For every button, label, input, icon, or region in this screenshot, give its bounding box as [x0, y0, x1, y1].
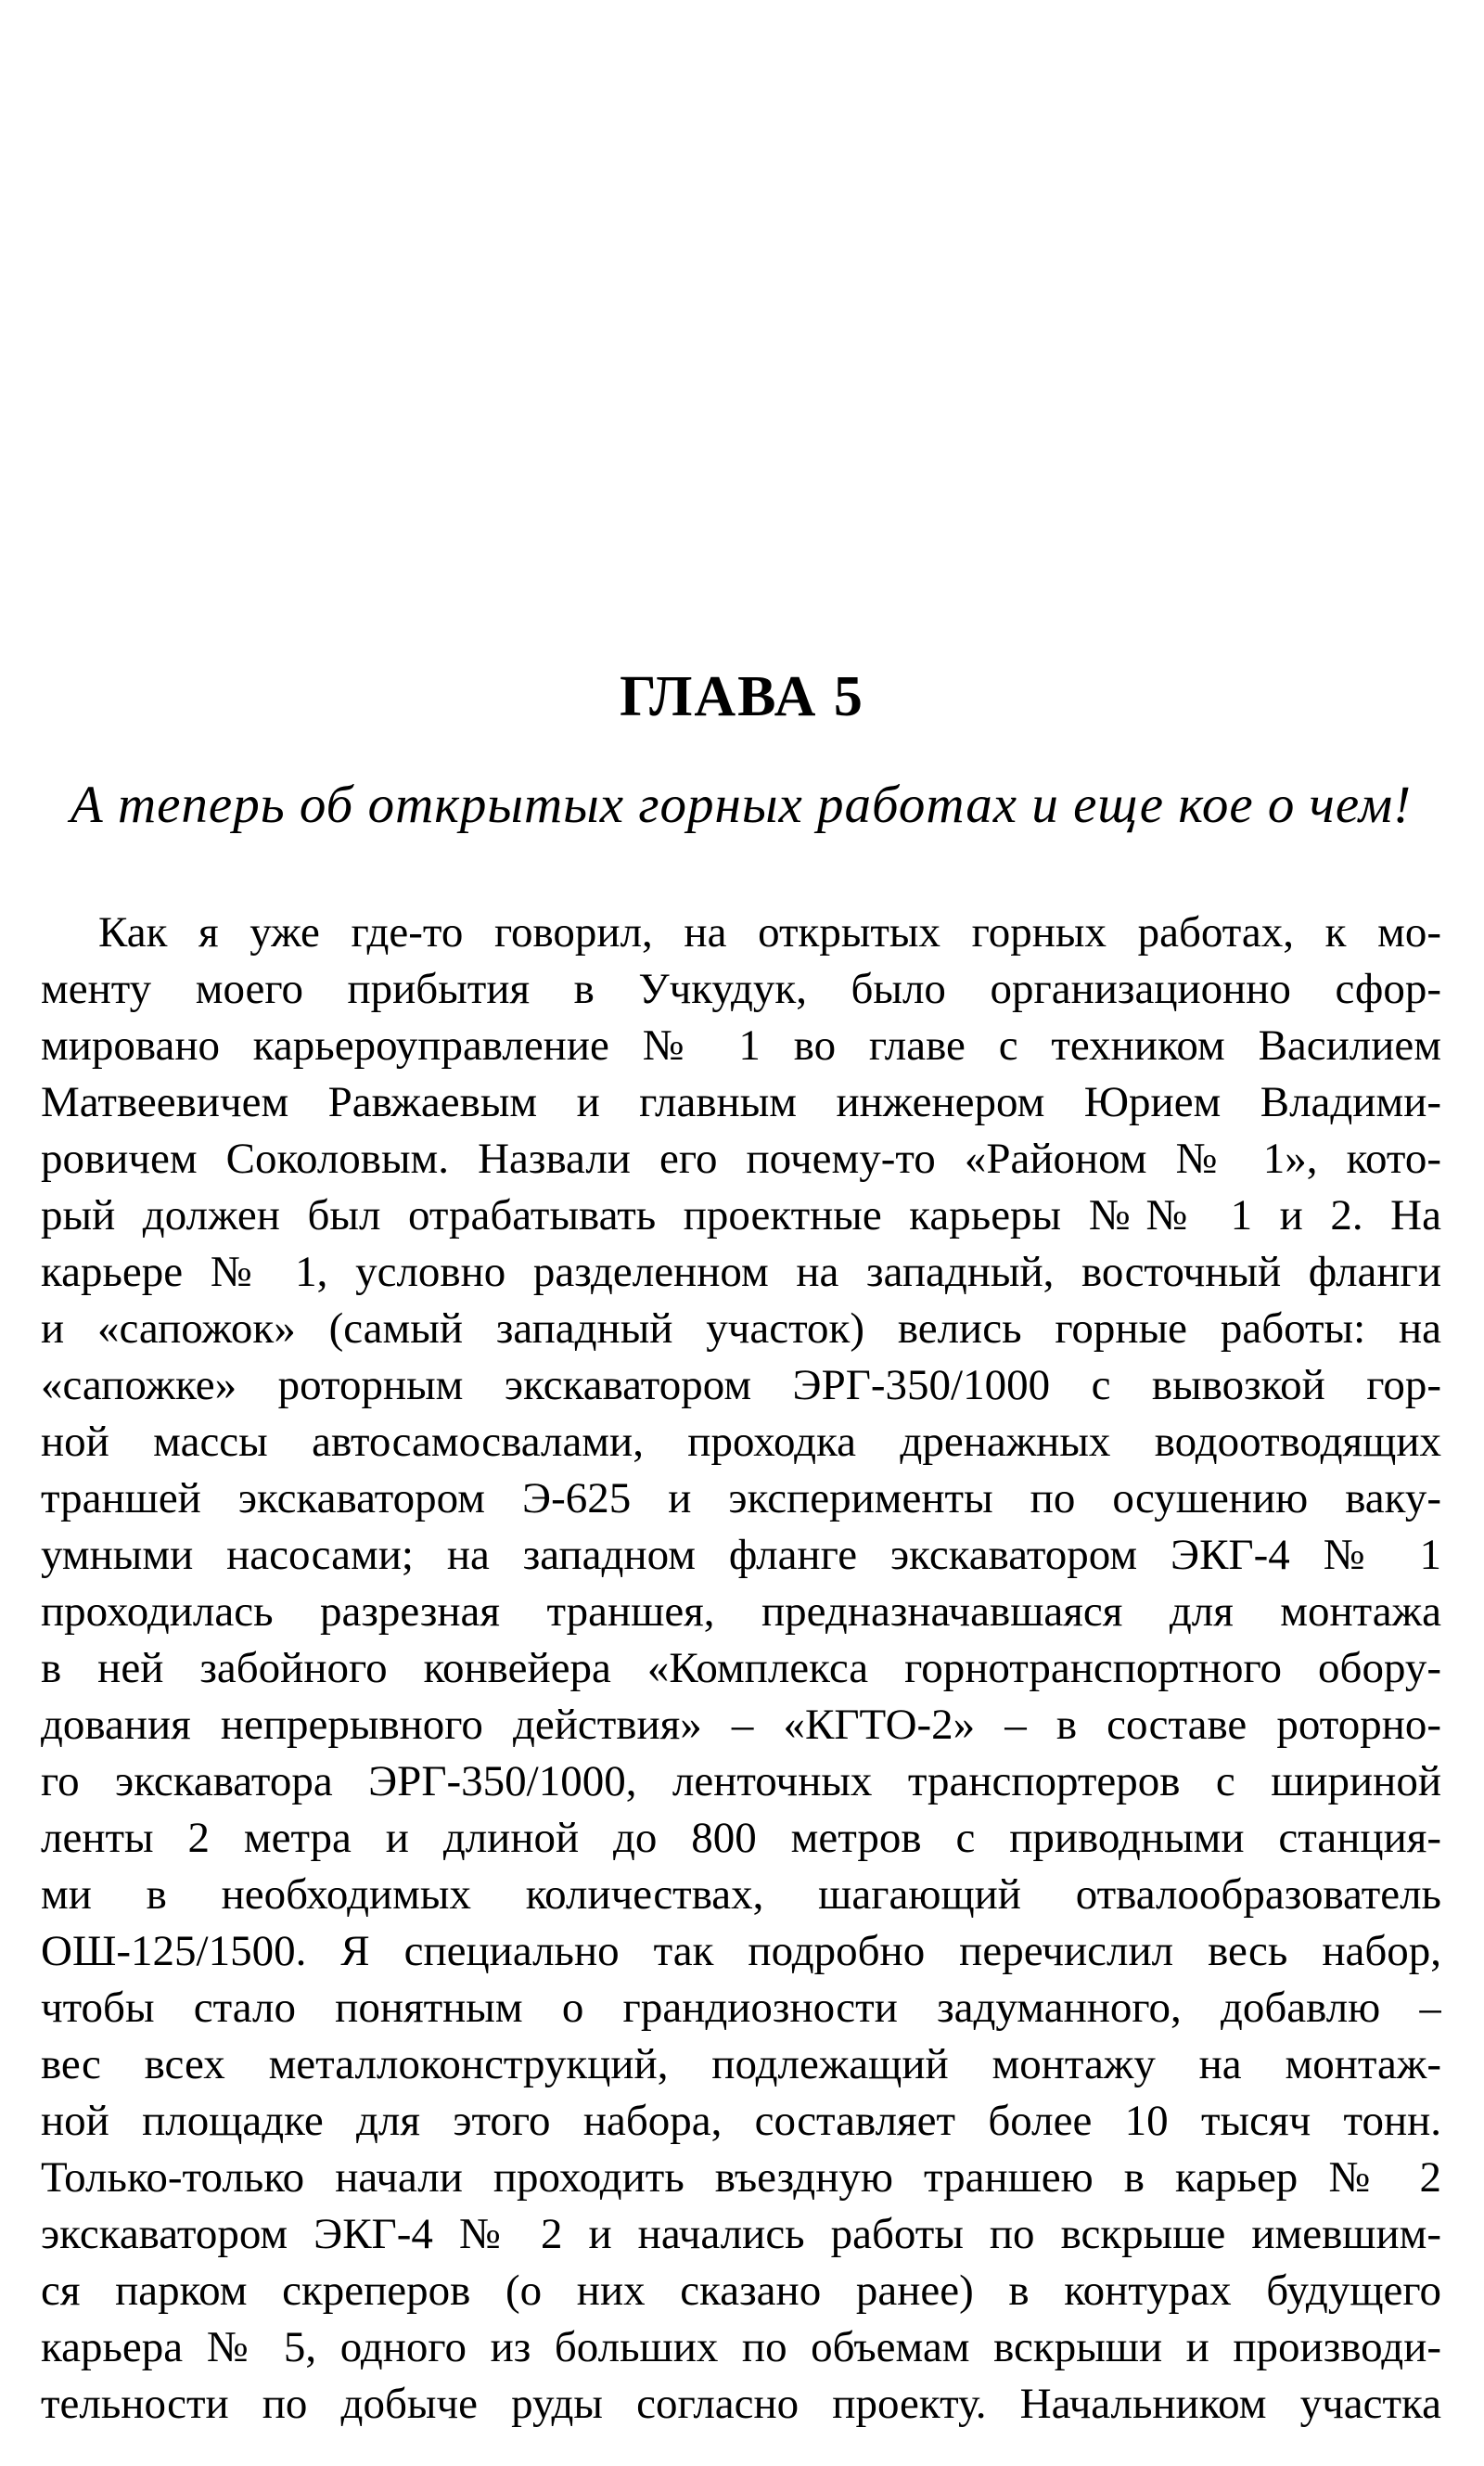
body-line: траншей экскаватором Э-625 и эксперименты по осушению ваку- — [41, 1474, 1441, 1522]
body-line: Матвеевичем Равжаевым и главным инженером Юрием Владими- — [41, 1078, 1441, 1126]
body-line: тельности по добыче руды согласно проекту. Начальником участка — [41, 2380, 1441, 2428]
body-line: карьере № 1, условно разделенном на западный, восточный фланги — [41, 1248, 1441, 1296]
body-line: мировано карьероуправление № 1 во главе с техником Василием — [41, 1021, 1441, 1070]
body-line: ся парком скреперов (о них сказано ранее) в контурах будущего — [41, 2267, 1441, 2315]
body-line: менту моего прибытия в Учкудук, было организационно сфор- — [41, 965, 1441, 1013]
chapter-subtitle: А теперь об открытых горных работах и еще кое о чем! — [70, 776, 1413, 834]
body-line: карьера № 5, одного из больших по объемам вскрыши и производи- — [41, 2323, 1441, 2371]
body-line: ми в необходимых количествах, шагающий отвалообразователь — [41, 1870, 1441, 1919]
chapter-heading: ГЛАВА 5 — [620, 665, 864, 728]
body-line: вес всех металлоконструкций, подлежащий монтажу на монтаж- — [41, 2040, 1441, 2088]
body-line: умными насосами; на западном фланге экскаватором ЭКГ-4 № 1 — [41, 1531, 1441, 1579]
body-line: ОШ-125/1500. Я специально так подробно перечислил весь набор, — [41, 1927, 1441, 1975]
body-line: дования непрерывного действия» – «КГТО-2» – в составе роторно- — [41, 1701, 1441, 1749]
body-line: ровичем Соколовым. Назвали его почему-то «Районом № 1», кото- — [41, 1135, 1441, 1183]
body-line: в ней забойного конвейера «Комплекса горнотранспортного обору- — [41, 1644, 1441, 1692]
body-line: ной площадке для этого набора, составляет более 10 тысяч тонн. — [41, 2097, 1441, 2145]
body-line: Только-только начали проходить въездную траншею в карьер № 2 — [41, 2153, 1441, 2202]
body-line: чтобы стало понятным о грандиозности задуманного, добавлю – — [41, 1984, 1441, 2032]
body-line: «сапожке» роторным экскаватором ЭРГ-350/1000 с вывозкой гор- — [41, 1361, 1441, 1409]
body-line: рый должен был отрабатывать проектные карьеры №№ 1 и 2. На — [41, 1191, 1441, 1239]
body-line: го экскаватора ЭРГ-350/1000, ленточных транспортеров с шириной — [41, 1757, 1441, 1805]
body-line: и «сапожок» (самый западный участок) велись горные работы: на — [41, 1304, 1441, 1353]
body-text — [41, 905, 1441, 2433]
body-line: экскаватором ЭКГ-4 № 2 и начались работы по вскрыше имевшим- — [41, 2210, 1441, 2258]
body-line: ной массы автосамосвалами, проходка дренажных водоотводящих — [41, 1418, 1441, 1466]
body-line: ленты 2 метра и длиной до 800 метров с приводными станция- — [41, 1814, 1441, 1862]
body-line: проходилась разрезная траншея, предназначавшаяся для монтажа — [41, 1587, 1441, 1636]
body-line: Как я уже где-то говорил, на открытых горных работах, к мо- — [98, 908, 1441, 957]
